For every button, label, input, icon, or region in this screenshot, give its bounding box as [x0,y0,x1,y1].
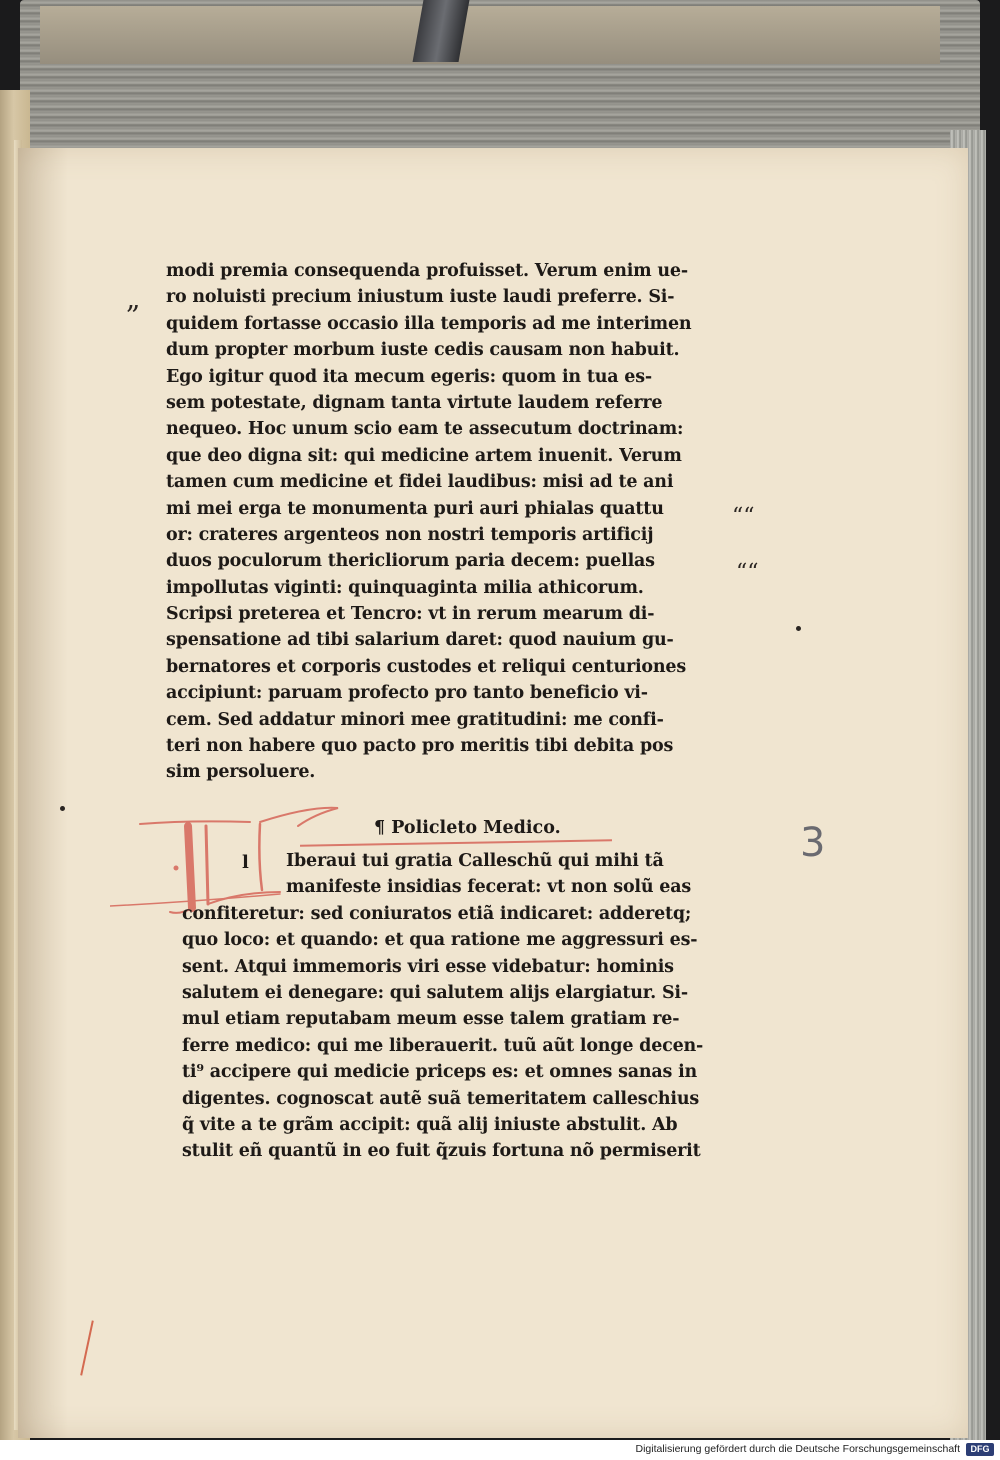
text-line: quidem fortasse occasio illa temporis ad me interimen [166,313,692,334]
margin-mark-right-1: ““ [732,504,755,529]
text-line: bernatores et corporis custodes et reliqui centuriones [166,656,687,677]
text-line: sent. Atqui immemoris viri esse videbatur: hominis [182,956,674,977]
text-line: cem. Sed addatur minori mee gratitudini: me confi- [166,709,664,730]
text-line: dum propter morbum iuste cedis causam non habuit. [166,340,680,361]
text-line: ro noluisti precium iniustum iuste laudi preferre. Si- [166,287,675,308]
text-line: Ego igitur quod ita mecum egeris: quom in tua es- [166,366,652,387]
text-line: spensatione ad tibi salarium daret: quod nauium gu- [166,630,674,651]
text-line: stulit eñ quantũ in eo fuit q̃zuis fortuna nõ permiserit [182,1141,701,1162]
letter-text-lower [182,848,742,1165]
ink-dot [60,806,65,811]
text-line: ferre medico: qui me liberauerit. tuũ aũt longe decen- [182,1035,704,1056]
text-line: q̃ vite a te grãm accipit: quã alij iniuste abstulit. Ab [182,1114,678,1135]
page-gutter-shadow [18,148,68,1438]
footer-bar [0,1440,1000,1460]
pencil-folio-number: 3 [800,820,826,866]
text-line: or: crateres argenteos non nostri temporis artificij [166,524,654,545]
letter-text-upper [166,258,746,786]
ink-dot [796,626,801,631]
text-line: salutem ei denegare: qui salutem alijs elargiatur. Si- [182,982,688,1003]
text-line: manifeste insidias fecerat: vt non solũ eas [286,877,692,898]
margin-mark-left: „ [126,282,141,315]
text-line: confiteretur: sed coniuratos etiã indicaret: adderetq; [182,903,692,924]
text-line: mul etiam reputabam meum esse talem gratiam re- [182,1009,680,1030]
text-line: nequeo. Hoc unum scio eam te assecutum doctrinam: [166,419,684,440]
text-line: Scripsi preterea et Tencro: vt in rerum mearum di- [166,604,655,625]
text-line: digentes. cognoscat autẽ suã temeritatem calleschius [182,1088,700,1109]
text-line: accipiunt: paruam profecto pro tanto beneficio vi- [166,683,648,704]
text-line: quo loco: et quando: et qua ratione me aggressuri es- [182,930,698,951]
text-line: mi mei erga te monumenta puri auri phialas quattu [166,498,664,519]
text-line: sem potestate, dignam tanta virtute laudem referre [166,392,663,413]
text-line: tamen cum medicine et fidei laudibus: misi ad te ani [166,472,674,493]
margin-mark-right-2: ““ [736,560,759,585]
text-line: que deo digna sit: qui medicine artem inuenit. Verum [166,445,682,466]
text-line: sim persoluere. [166,762,316,783]
text-line: impollutas viginti: quinquaginta milia athicorum. [166,577,644,598]
guide-letter: l [242,852,249,873]
text-line: ti⁹ accipere qui medicie priceps es: et omnes sanas in [182,1062,698,1083]
section-heading: ¶ Policleto Medico. [374,818,561,838]
text-line: teri non habere quo pacto pro meritis tibi debita pos [166,736,674,757]
dfg-logo: DFG [966,1443,994,1456]
text-line: duos poculorum thericliorum paria decem: puellas [166,551,655,572]
text-line: modi premia consequenda profuisset. Verum enim ue- [166,261,688,281]
book-board [40,6,940,64]
text-line: Iberaui tui gratia Calleschũ qui mihi tã [286,851,664,871]
funding-credit: Digitalisierung gefördert durch die Deutsche Forschungsgemeinschaft [635,1443,960,1455]
